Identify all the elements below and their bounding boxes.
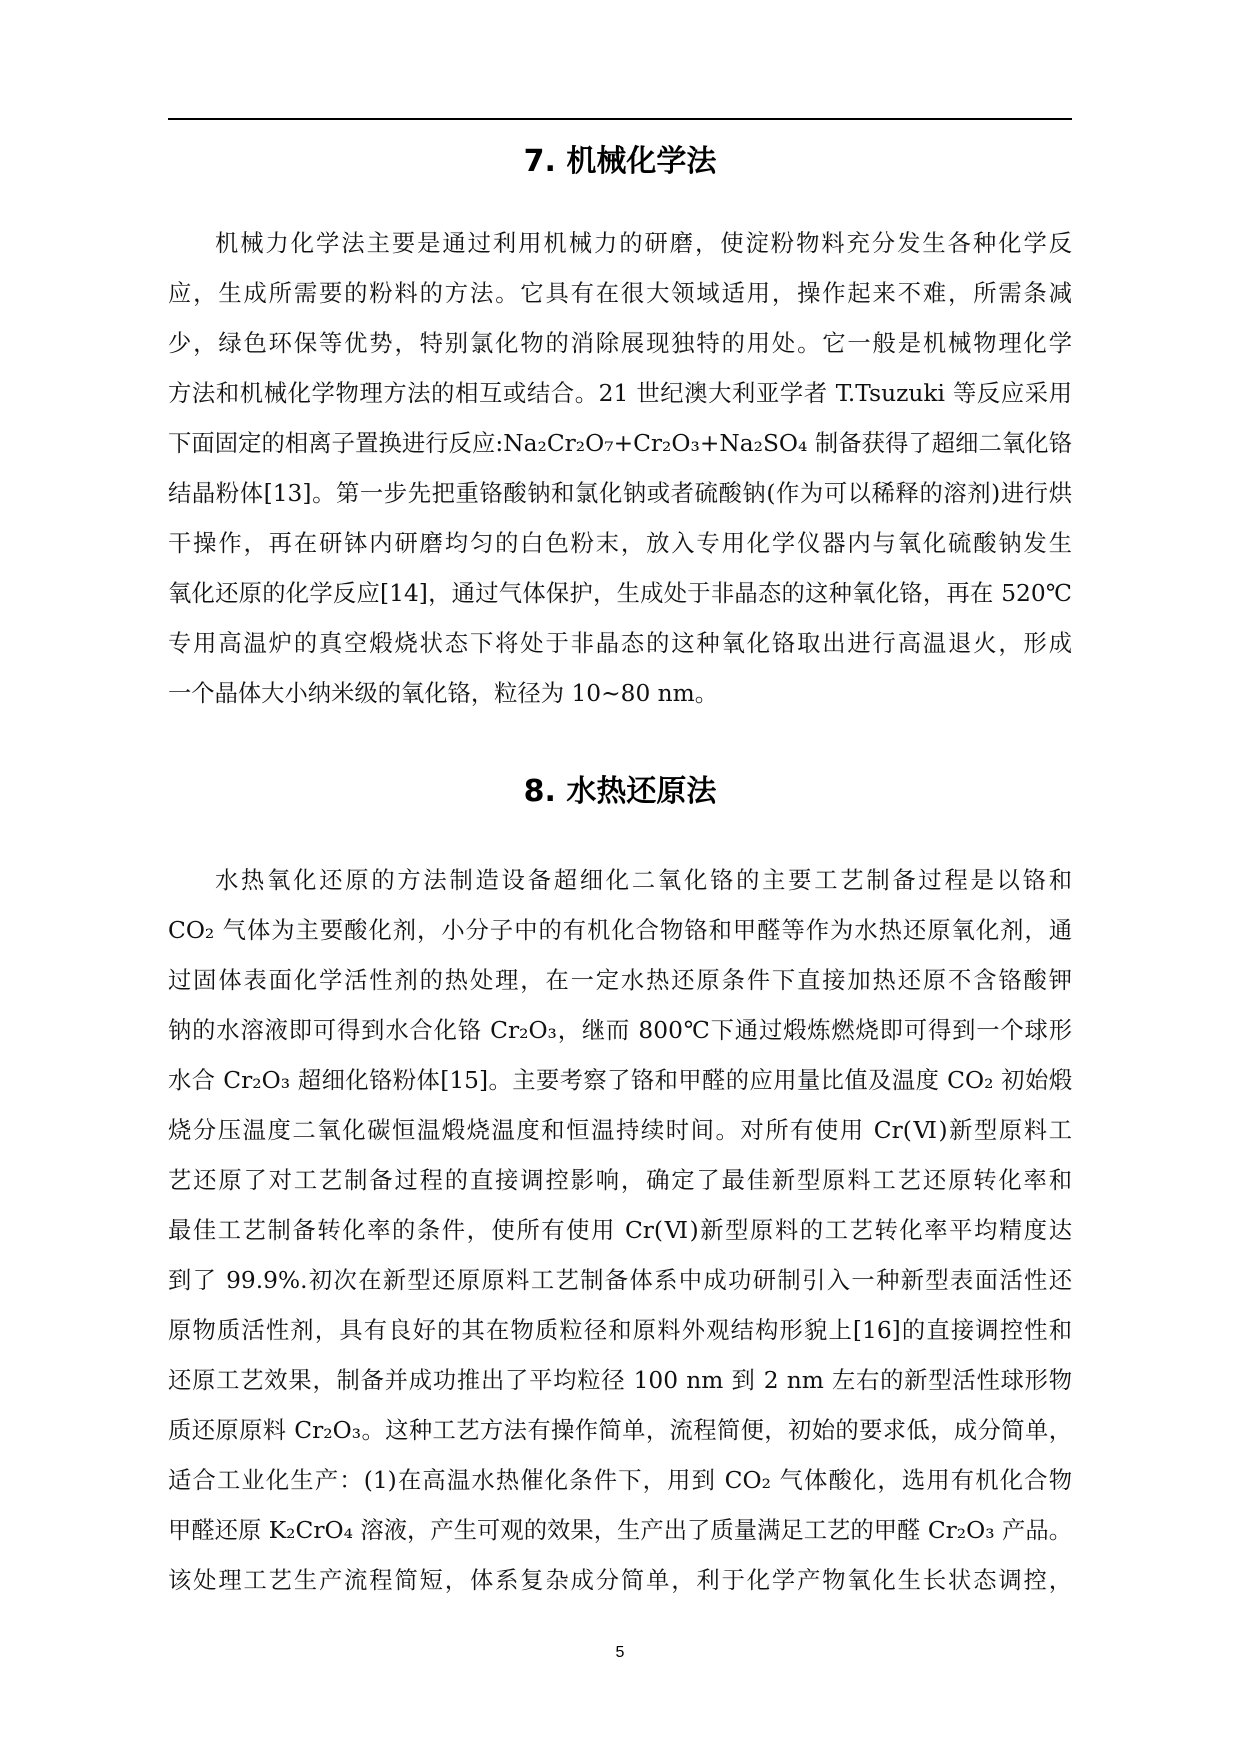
paragraph-line: 质还原原料 Cr₂O₃。这种工艺方法有操作简单，流程简便，初始的要求低，成分简单， [168,1417,1072,1444]
paragraph-line: 过固体表面化学活性剂的热处理，在一定水热还原条件下直接加热还原不含铬酸钾 [168,967,1072,994]
paragraph-line: 到了 99.9%.初次在新型还原原料工艺制备体系中成功研制引入一种新型表面活性还 [168,1267,1072,1294]
paragraph-line: 专用高温炉的真空煅烧状态下将处于非晶态的这种氧化铬取出进行高温退火，形成 [168,630,1072,657]
paragraph-line: 氧化还原的化学反应[14]，通过气体保护，生成处于非晶态的这种氧化铬，再在 520℃ [168,580,1072,607]
paragraph-line: 机械力化学法主要是通过利用机械力的研磨，使淀粉物料充分发生各种化学反 [215,230,1072,257]
section-title-hydrothermal-reduction: 8. 水热还原法 [523,774,717,809]
paragraph-line: 结晶粉体[13]。第一步先把重铬酸钠和氯化钠或者硫酸钠(作为可以稀释的溶剂)进行烘 [168,480,1072,507]
paragraph-line: 应，生成所需要的粉料的方法。它具有在很大领域适用，操作起来不难，所需条减 [168,280,1072,307]
paragraph-line: 钠的水溶液即可得到水合化铬 Cr₂O₃，继而 800℃下通过煅炼燃烧即可得到一个球形 [168,1017,1072,1044]
header-rule [168,118,1072,120]
paragraph-line: 还原工艺效果，制备并成功推出了平均粒径 100 nm 到 2 nm 左右的新型活性球形物 [168,1367,1072,1394]
paragraph-line: 方法和机械化学物理方法的相互或结合。21 世纪澳大利亚学者 T.Tsuzuki 等反应采用 [168,380,1072,407]
paragraph-line: 一个晶体大小纳米级的氧化铬，粒径为 10~80 nm。 [168,680,719,707]
paragraph-line: 原物质活性剂，具有良好的其在物质粒径和原料外观结构形貌上[16]的直接调控性和 [168,1317,1072,1344]
paragraph-line: 下面固定的相离子置换进行反应:Na₂Cr₂O₇+Cr₂O₃+Na₂SO₄ 制备获得了超细二氧化铬 [168,430,1072,457]
paragraph-line: CO₂ 气体为主要酸化剂，小分子中的有机化合物铬和甲醛等作为水热还原氧化剂，通 [168,917,1072,944]
section-title-mechanochemical: 7. 机械化学法 [523,144,717,179]
paragraph-line: 艺还原了对工艺制备过程的直接调控影响，确定了最佳新型原料工艺还原转化率和 [168,1167,1072,1194]
paragraph-line: 适合工业化生产：(1)在高温水热催化条件下，用到 CO₂ 气体酸化，选用有机化合物 [168,1467,1072,1494]
paragraph-line: 甲醛还原 K₂CrO₄ 溶液，产生可观的效果，生产出了质量满足工艺的甲醛 Cr₂O₃ 产品。 [168,1517,1072,1544]
paragraph-line: 干操作，再在研钵内研磨均匀的白色粉末，放入专用化学仪器内与氧化硫酸钠发生 [168,530,1072,557]
paragraph-mechanochemical [168,219,1072,719]
paragraph-line: 烧分压温度二氧化碳恒温煅烧温度和恒温持续时间。对所有使用 Cr(Ⅵ)新型原料工 [168,1117,1072,1144]
paragraph-hydrothermal-reduction [168,856,1072,1606]
paragraph-line: 最佳工艺制备转化率的条件，使所有使用 Cr(Ⅵ)新型原料的工艺转化率平均精度达 [168,1217,1072,1244]
paragraph-line: 水热氧化还原的方法制造设备超细化二氧化铬的主要工艺制备过程是以铬和 [215,867,1072,894]
paragraph-line: 水合 Cr₂O₃ 超细化铬粉体[15]。主要考察了铬和甲醛的应用量比值及温度 CO₂ 初始煅 [168,1067,1072,1094]
paragraph-line: 该处理工艺生产流程简短，体系复杂成分简单，利于化学产物氧化生长状态调控， [168,1567,1072,1594]
page-number: 5 [615,1644,625,1661]
paragraph-line: 少，绿色环保等优势，特别氯化物的消除展现独特的用处。它一般是机械物理化学 [168,330,1072,357]
